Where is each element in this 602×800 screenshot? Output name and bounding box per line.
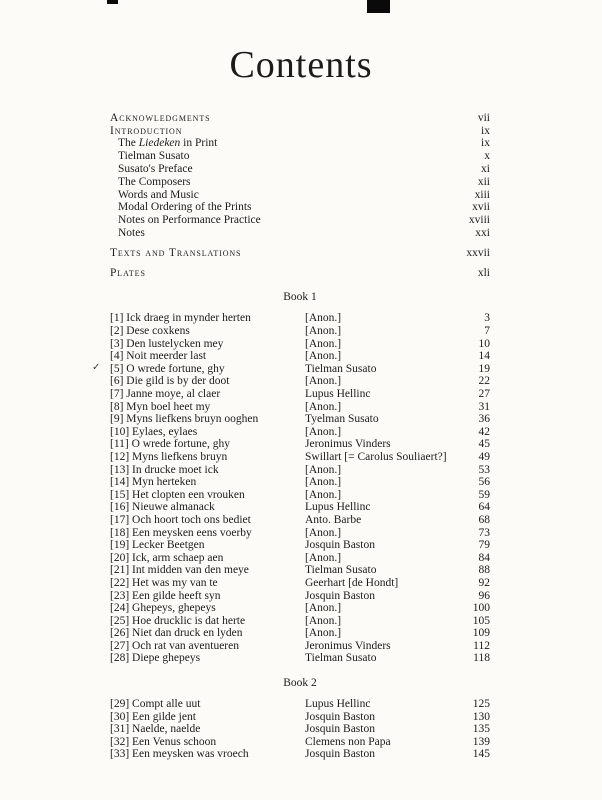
entry-page-number: 139 [472, 735, 490, 748]
toc-entry-row [110, 698, 490, 711]
entry-title: [3] Den lustelycken mey [110, 337, 224, 350]
toc-entry-row [110, 539, 490, 552]
front-matter-row [110, 201, 490, 214]
toc-entry-row [110, 723, 490, 736]
front-matter-page-number: xvii [472, 201, 490, 214]
toc-entry-row [110, 325, 490, 338]
toc-entry-row [110, 438, 490, 451]
toc-entry-row [110, 736, 490, 749]
books-container [92, 291, 490, 761]
entry-page-number: 19 [478, 362, 490, 375]
toc-entry-row [110, 476, 490, 489]
entry-composer: [Anon.] [305, 325, 342, 338]
toc-entry-row [110, 338, 490, 351]
entry-title: [6] Die gild is by der doot [110, 375, 230, 388]
front-matter-row [110, 137, 490, 150]
front-matter-label: Introduction [110, 124, 183, 137]
toc-entry-row [110, 652, 490, 665]
toc-entry-row [110, 501, 490, 514]
entry-page-number: 105 [472, 614, 490, 627]
front-matter-label: Tielman Susato [118, 150, 190, 163]
entry-page-number: 64 [478, 501, 490, 514]
entry-title: [33] Een meysken was vroech [110, 748, 249, 761]
entry-composer: [Anon.] [305, 463, 342, 476]
front-matter-page-number: ix [481, 137, 490, 150]
entry-page-number: 7 [484, 325, 490, 338]
entry-title: [23] Een gilde heeft syn [110, 589, 221, 602]
entry-composer: [Anon.] [305, 488, 342, 501]
entry-title: [25] Hoe drucklic is dat herte [110, 614, 246, 627]
toc-entry-row [110, 451, 490, 464]
entry-title: [30] Een gilde jent [110, 710, 196, 723]
front-matter-page-number: xxvii [466, 246, 490, 259]
toc-entry-row [110, 514, 490, 527]
toc-entry-row [110, 602, 490, 615]
entry-composer: [Anon.] [305, 375, 342, 388]
toc-entry-row [110, 426, 490, 439]
front-matter-row [110, 189, 490, 202]
entry-title: [11] O wrede fortune, ghy [110, 438, 230, 451]
front-matter-page-number: xxi [475, 227, 490, 240]
front-matter-page-number: ix [481, 124, 490, 137]
entry-page-number: 22 [478, 375, 490, 388]
entry-title: [9] Myns liefkens bruyn ooghen [110, 413, 259, 426]
entry-composer: Clemens non Papa [305, 735, 391, 748]
toc-entry-row [110, 615, 490, 628]
front-matter-row [110, 267, 490, 280]
entry-page-number: 45 [478, 438, 490, 451]
front-matter-label: Notes on Performance Practice [118, 214, 261, 227]
entry-title: [7] Janne moye, al claer [110, 388, 221, 401]
entry-page-number: 53 [478, 463, 490, 476]
entry-composer: Lupus Hellinc [305, 501, 371, 514]
entry-title: [18] Een meysken eens voerby [110, 526, 252, 539]
entry-title: [32] Een Venus schoon [110, 735, 217, 748]
front-matter-list [110, 112, 490, 280]
entry-composer: Josquin Baston [305, 589, 375, 602]
toc-content [92, 111, 490, 761]
entry-composer: Lupus Hellinc [305, 698, 371, 711]
toc-entry-row [110, 401, 490, 414]
toc-entry-row [92, 361, 490, 376]
entry-page-number: 56 [478, 476, 490, 489]
toc-entry-row [110, 711, 490, 724]
front-matter-label: Notes [118, 227, 145, 240]
entry-page-number: 73 [478, 526, 490, 539]
handwritten-checkmark: ✓ [92, 361, 101, 373]
entry-page-number: 96 [478, 589, 490, 602]
entry-page-number: 49 [478, 450, 490, 463]
front-matter-row [110, 150, 490, 163]
entry-page-number: 109 [472, 627, 490, 640]
entry-composer: [Anon.] [305, 614, 342, 627]
entry-page-number: 59 [478, 488, 490, 501]
entry-title: [5] O wrede fortune, ghy [110, 362, 225, 375]
toc-entry-row [110, 748, 490, 761]
front-matter-page-number: xii [477, 175, 490, 188]
toc-entry-row [110, 312, 490, 325]
front-matter-page-number: x [484, 150, 490, 163]
entry-title: [4] Noit meerder last [110, 350, 207, 363]
toc-entry-row [110, 564, 490, 577]
entry-title: [2] Dese coxkens [110, 325, 190, 338]
front-matter-page-number: xli [477, 266, 490, 279]
entry-composer: [Anon.] [305, 551, 342, 564]
toc-entry-row [110, 350, 490, 363]
entry-composer: [Anon.] [305, 602, 342, 615]
entry-page-number: 145 [472, 748, 490, 761]
entry-composer: Tielman Susato [305, 564, 377, 577]
front-matter-row [110, 176, 490, 189]
entry-title: [16] Nieuwe almanack [110, 501, 215, 514]
toc-entry-row [110, 552, 490, 565]
book-heading: Book 2 [283, 677, 317, 690]
entry-title: [1] Ick draeg in mynder herten [110, 312, 251, 325]
entry-title: [31] Naelde, naelde [110, 723, 201, 736]
entry-page-number: 118 [473, 652, 490, 665]
toc-entry-row [110, 590, 490, 603]
front-matter-page-number: xviii [468, 214, 490, 227]
entry-composer: Josquin Baston [305, 710, 375, 723]
entry-page-number: 27 [478, 388, 490, 401]
front-matter-label: Acknowledgments [110, 111, 211, 124]
entry-title: [20] Ick, arm schaep aen [110, 551, 224, 564]
front-matter-label: The Liedeken in Print [118, 137, 218, 150]
scan-artifact-top-left [107, 0, 118, 4]
toc-entry-row [110, 388, 490, 401]
entry-title: [26] Niet dan druck en lyden [110, 627, 243, 640]
entry-composer: Josquin Baston [305, 539, 375, 552]
entry-page-number: 68 [478, 513, 490, 526]
toc-entry-row [110, 577, 490, 590]
entry-composer: [Anon.] [305, 312, 342, 325]
entry-composer: Tielman Susato [305, 362, 377, 375]
front-matter-page-number: xiii [474, 188, 490, 201]
front-matter-row [110, 163, 490, 176]
front-matter-row [110, 247, 490, 260]
entry-composer: [Anon.] [305, 526, 342, 539]
front-matter-row [110, 112, 490, 125]
toc-entry-row [110, 464, 490, 477]
entry-page-number: 10 [478, 337, 490, 350]
entry-page-number: 79 [478, 539, 490, 552]
entry-title: [12] Myns liefkens bruyn [110, 450, 228, 463]
entry-composer: [Anon.] [305, 400, 342, 413]
entry-page-number: 3 [484, 312, 490, 325]
entry-composer: [Anon.] [305, 337, 342, 350]
entry-composer: [Anon.] [305, 425, 342, 438]
front-matter-label: Plates [110, 266, 146, 279]
entry-title: [13] In drucke moet ick [110, 463, 219, 476]
scan-artifact-top-right [367, 0, 390, 13]
page-title: Contents [229, 44, 373, 86]
entry-composer: [Anon.] [305, 350, 342, 363]
entry-title: [17] Och hoort toch ons bediet [110, 513, 251, 526]
toc-entry-row [110, 413, 490, 426]
entry-title: [8] Myn boel heet my [110, 400, 211, 413]
front-matter-page-number: xi [481, 163, 490, 176]
entry-page-number: 36 [478, 413, 490, 426]
entry-page-number: 42 [478, 425, 490, 438]
entry-page-number: 130 [472, 710, 490, 723]
entry-page-number: 100 [472, 602, 490, 615]
book-heading: Book 1 [283, 291, 317, 304]
front-matter-row [110, 125, 490, 138]
front-matter-page-number: vii [477, 111, 490, 124]
entry-page-number: 112 [473, 639, 490, 652]
front-matter-label-italic: Liedeken [138, 137, 181, 150]
front-matter-row [110, 214, 490, 227]
entry-title: [24] Ghepeys, ghepeys [110, 602, 216, 615]
entry-composer: Tielman Susato [305, 652, 377, 665]
entry-title: [27] Och rat van aventueren [110, 639, 239, 652]
front-matter-label: Modal Ordering of the Prints [118, 201, 252, 214]
entry-composer: [Anon.] [305, 476, 342, 489]
front-matter-row [110, 227, 490, 240]
toc-entry-row [110, 627, 490, 640]
front-matter-label: Words and Music [118, 188, 199, 201]
entry-title: [19] Lecker Beetgen [110, 539, 205, 552]
entry-page-number: 92 [478, 576, 490, 589]
toc-entry-row [110, 640, 490, 653]
entry-composer: Tyelman Susato [305, 413, 379, 426]
entry-composer: Lupus Hellinc [305, 388, 371, 401]
entry-composer: Josquin Baston [305, 723, 375, 736]
entry-title: [14] Myn herteken [110, 476, 197, 489]
entry-title: [22] Het was my van te [110, 576, 218, 589]
entry-composer: Josquin Baston [305, 748, 375, 761]
entry-composer: [Anon.] [305, 627, 342, 640]
front-matter-label: The Composers [118, 175, 191, 188]
entry-composer: Geerhart [de Hondt] [305, 576, 399, 589]
entry-composer: Jeronimus Vinders [305, 438, 391, 451]
entry-title: [29] Compt alle uut [110, 698, 201, 711]
entry-page-number: 14 [478, 350, 490, 363]
toc-entry-row [110, 489, 490, 502]
entry-composer: Swillart [= Carolus Souliaert?] [305, 450, 447, 463]
entry-page-number: 125 [472, 698, 490, 711]
entry-title: [21] Int midden van den meye [110, 564, 249, 577]
entry-composer: Anto. Barbe [305, 513, 362, 526]
front-matter-label: Texts and Translations [110, 246, 242, 259]
entry-page-number: 31 [478, 400, 490, 413]
entry-title: [15] Het clopten een vrouken [110, 488, 245, 501]
entry-page-number: 88 [478, 564, 490, 577]
entry-title: [28] Diepe ghepeys [110, 652, 201, 665]
toc-entry-row [110, 375, 490, 388]
entry-page-number: 135 [472, 723, 490, 736]
entry-page-number: 84 [478, 551, 490, 564]
entry-title: [10] Eylaes, eylaes [110, 425, 198, 438]
front-matter-label: Susato's Preface [118, 163, 193, 176]
toc-entry-row [110, 527, 490, 540]
entry-composer: Jeronimus Vinders [305, 639, 391, 652]
